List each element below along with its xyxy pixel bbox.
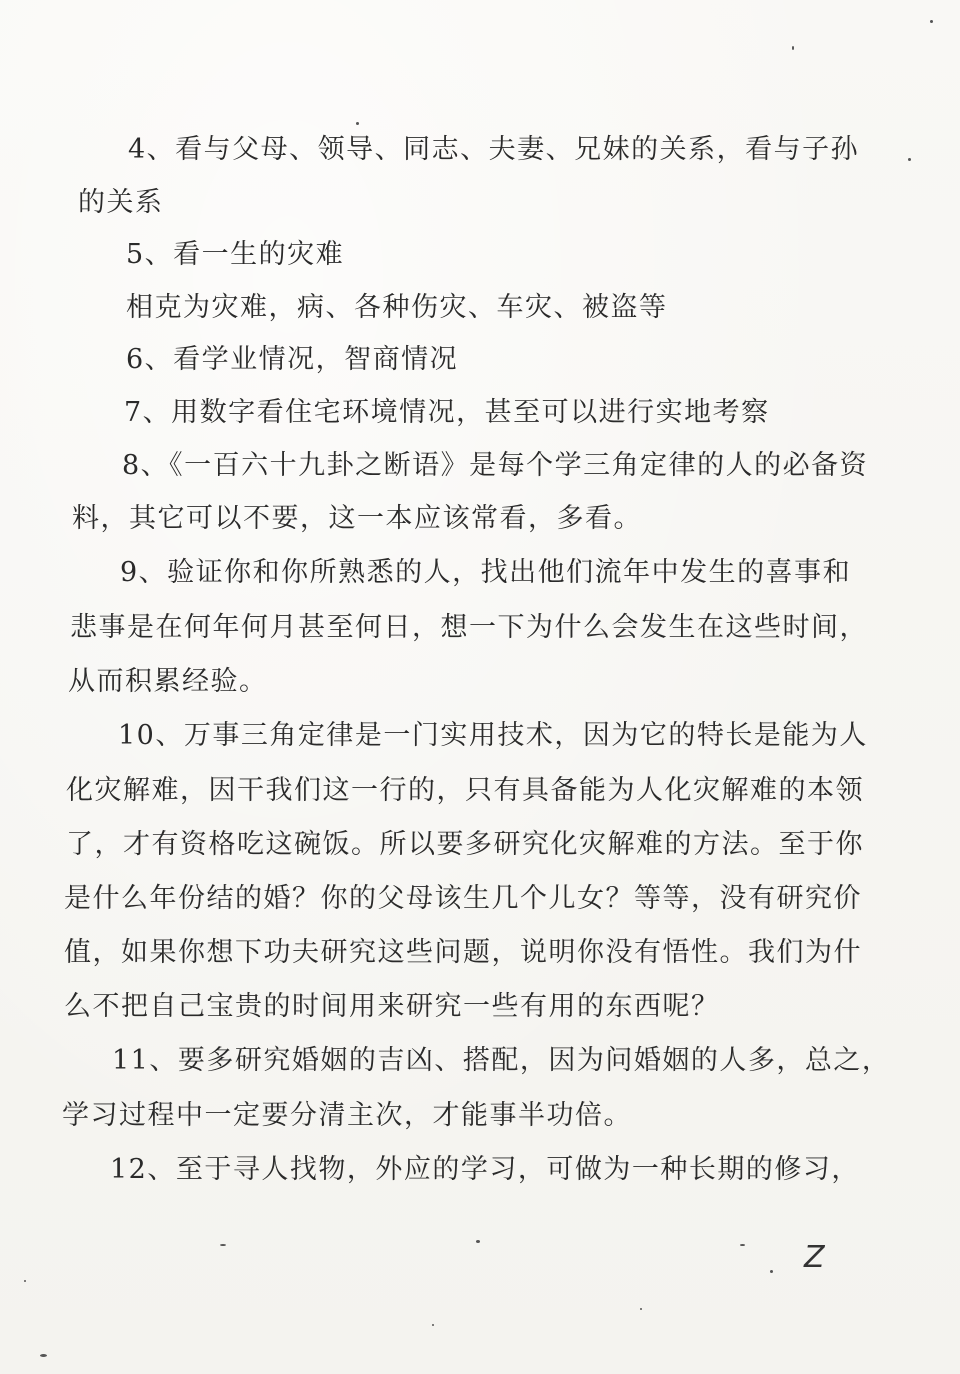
text-line: 6、看学业情况，智商情况 (126, 344, 459, 375)
text-line: 的关系 (78, 187, 164, 218)
text-line: 值，如果你想下功夫研究这些问题，说明你没有悟性。我们为什 (64, 937, 862, 968)
text-line: 8、《一百六十九卦之断语》是每个学三角定律的人的必备资 (122, 450, 869, 481)
text-line: 5、看一生的灾难 (126, 239, 345, 270)
scan-speck (432, 1324, 434, 1326)
text-line: 9、验证你和你所熟悉的人，找出他们流年中发生的喜事和 (120, 557, 852, 588)
text-line: 了，才有资格吃这碗饭。所以要多研究化灾解难的方法。至于你 (66, 829, 864, 860)
scan-speck (930, 20, 933, 23)
text-line: 相克为灾难，病、各种伤灾、车灾、被盗等 (126, 292, 668, 323)
scan-speck (640, 1308, 642, 1310)
text-line: 悲事是在何年何月甚至何日，想一下为什么会发生在这些时间， (70, 612, 868, 643)
text-line: 学习过程中一定要分清主次，才能事半功倍。 (62, 1100, 632, 1131)
scan-speck (220, 1244, 226, 1246)
text-line: 料，其它可以不要，这一本应该常看，多看。 (72, 503, 642, 534)
text-line: 7、用数字看住宅环境情况，甚至可以进行实地考察 (124, 397, 770, 428)
page-number: Z (804, 1240, 825, 1275)
scan-speck (40, 1354, 47, 1357)
text-line: 是什么年份结的婚？你的父母该生几个儿女？等等，没有研究价 (64, 883, 862, 914)
scan-speck (476, 1240, 480, 1243)
text-line: 么不把自己宝贵的时间用来研究一些有用的东西呢？ (64, 991, 720, 1022)
text-line: 4、看与父母、领导、同志、夫妻、兄妹的关系，看与子孙 (128, 134, 860, 165)
scan-speck (908, 158, 911, 161)
scan-speck (770, 1270, 773, 1273)
text-line: 12、至于寻人找物，外应的学习，可做为一种长期的修习， (110, 1154, 860, 1185)
text-line: 从而积累经验。 (68, 666, 268, 697)
scan-speck (24, 1280, 26, 1282)
text-line: 10、万事三角定律是一门实用技术，因为它的特长是能为人 (118, 720, 868, 751)
scan-speck (792, 46, 794, 50)
text-line: 11、要多研究婚姻的吉凶、搭配，因为问婚姻的人多，总之， (112, 1045, 891, 1076)
scan-speck (356, 122, 359, 125)
scan-speck (740, 1244, 745, 1246)
text-line: 化灾解难，因干我们这一行的，只有具备能为人化灾解难的本领 (66, 775, 864, 806)
